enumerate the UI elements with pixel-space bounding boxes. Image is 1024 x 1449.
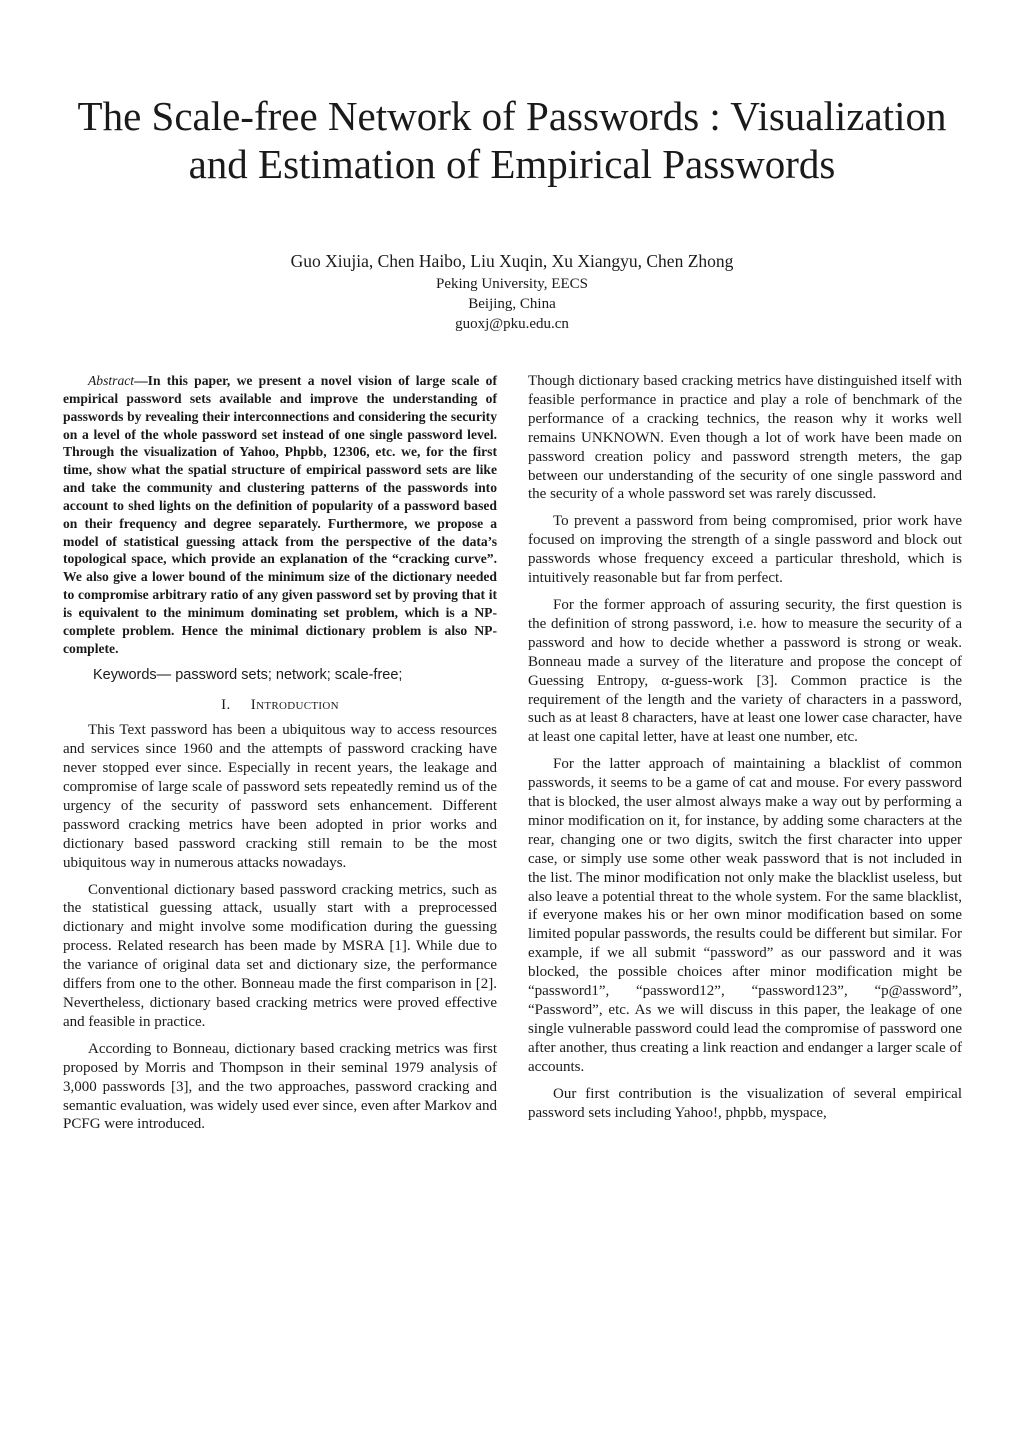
affiliation: Peking University, EECS xyxy=(436,276,588,292)
abstract xyxy=(63,372,497,658)
paragraph: Conventional dictionary based password cracking metrics, such as the statistical guessing attack, usually start with a preprocessed dictionary and might involve some modification during the guessing process. Related research has been made by MSRA [1]. While due to the variance of original data set and dictionary size, the performance differs from one to the other. Bonneau made the first comparison in [2]. Nevertheless, dictionary based cracking metrics were proved effective and feasible in practice. xyxy=(63,881,497,1030)
paper-title xyxy=(40,92,984,188)
paragraph: This Text password has been a ubiquitous way to access resources and services since 1960 and the attempts of password cracking have never stopped ever since. Especially in recent years, the leakage and compromise of large scale of password sets repeatedly remind us of the urgency of the security of password sets enhancement. Different password cracking metrics have been adopted in prior works and dictionary based password cracking still remain to be the most ubiquitous way in numerous attacks nowadays. xyxy=(63,722,497,871)
section-heading xyxy=(63,696,497,715)
section-title: Introduction xyxy=(250,697,339,714)
paragraph: Though dictionary based cracking metrics have distinguished itself with feasible performance in practice and play a role of benchmark of the performance of a cracking technics, the reason why it works well remains UNKNOWN. Even though a lot of work have been made on password creation policy and password strength meters, the gap between our understanding of the security of one single password and the security of a whole password set was rarely discussed. xyxy=(528,373,962,503)
left-column xyxy=(63,372,497,1142)
paragraph: For the latter approach of maintaining a blacklist of common passwords, it seems to be a game of cat and mouse. For every password that is blocked, the user almost always make a way out by performing a minor modification on it, for instance, by adding some characters at the rear, changing one or two digits, switch the first character into upper case, or simply use some other weak password that is not included in the list. The minor modification not only make the blacklist useless, but also leave a potential threat to the whole system. For the same blacklist, if everyone makes his or her own minor modification based on some limited popular passwords, the results could be different but similar. For example, if we all submit “password” as our password and it was blocked, the possible choices after minor modification might be “password1”, “password12”, “password123”, “p@assword”, “Password”, etc. As we will discuss in this paper, the leakage of one single vulnerable password could lead the compromise of password one after another, thus creating a link reaction and endanger a larger scale of accounts. xyxy=(528,756,962,1075)
location: Beijing, China xyxy=(468,296,556,312)
section-number: I. xyxy=(221,697,231,714)
right-column xyxy=(528,372,962,1130)
abstract-label: Abstract xyxy=(88,373,135,388)
paragraph: To prevent a password from being compromised, prior work have focused on improving the strength of a single password and block out passwords whose frequency exceed a particular threshold, which is intuitively reasonable but far from perfect. xyxy=(528,513,962,587)
abstract-text: —In this paper, we present a novel vision of large scale of empirical password sets available and improve the understanding of passwords by revealing their interconnections and considering the security on a level of the whole password set instead of one single password level. Through the visualization of Yahoo, Phpbb, 12306, etc. we, for the first time, show what the spatial structure of empirical password sets are like and take the community and clustering patterns of the passwords into account to shed lights on the definition of popularity of a password based on their frequency and degree separately. Furthermore, we propose a model of statistical guessing attack from the perspective of the data’s topological space, which provide an explanation of the “cracking curve”. We also give a lower bound of the minimum size of the dictionary needed to compromise arbitrary ratio of any given password set by proving that it is equivalent to the minimum dominating set problem, which is a NP-complete problem. Hence the minimal dictionary problem is also NP-complete. xyxy=(63,373,497,656)
paragraph: Our first contribution is the visualization of several empirical password sets including Yahoo!, phpbb, myspace, xyxy=(528,1085,962,1121)
keywords: Keywords— password sets; network; scale-free; xyxy=(93,666,403,683)
author-list: Guo Xiujia, Chen Haibo, Liu Xuqin, Xu Xiangyu, Chen Zhong xyxy=(290,251,734,271)
email: guoxj@pku.edu.cn xyxy=(455,316,569,332)
title-line-2: and Estimation of Empirical Passwords xyxy=(188,141,836,187)
paragraph: According to Bonneau, dictionary based cracking metrics was first proposed by Morris and Thompson in their seminal 1979 analysis of 3,000 passwords [3], and the two approaches, password cracking and semantic evaluation, was widely used ever since, even after Markov and PCFG were introduced. xyxy=(63,1040,498,1133)
title-line-1: The Scale-free Network of Passwords : Visualization xyxy=(77,93,947,139)
paragraph: For the former approach of assuring security, the first question is the definition of strong password, i.e. how to measure the security of a password and how to decide whether a password is strong or weak. Bonneau made a survey of the literature and propose the concept of Guessing Entropy, α-guess-work [3]. Common practice is the requirement of the length and the variety of characters in a password, such as at least 8 characters, have at least one lower case character, have at least one capital letter, have at least one number, etc. xyxy=(528,596,962,746)
